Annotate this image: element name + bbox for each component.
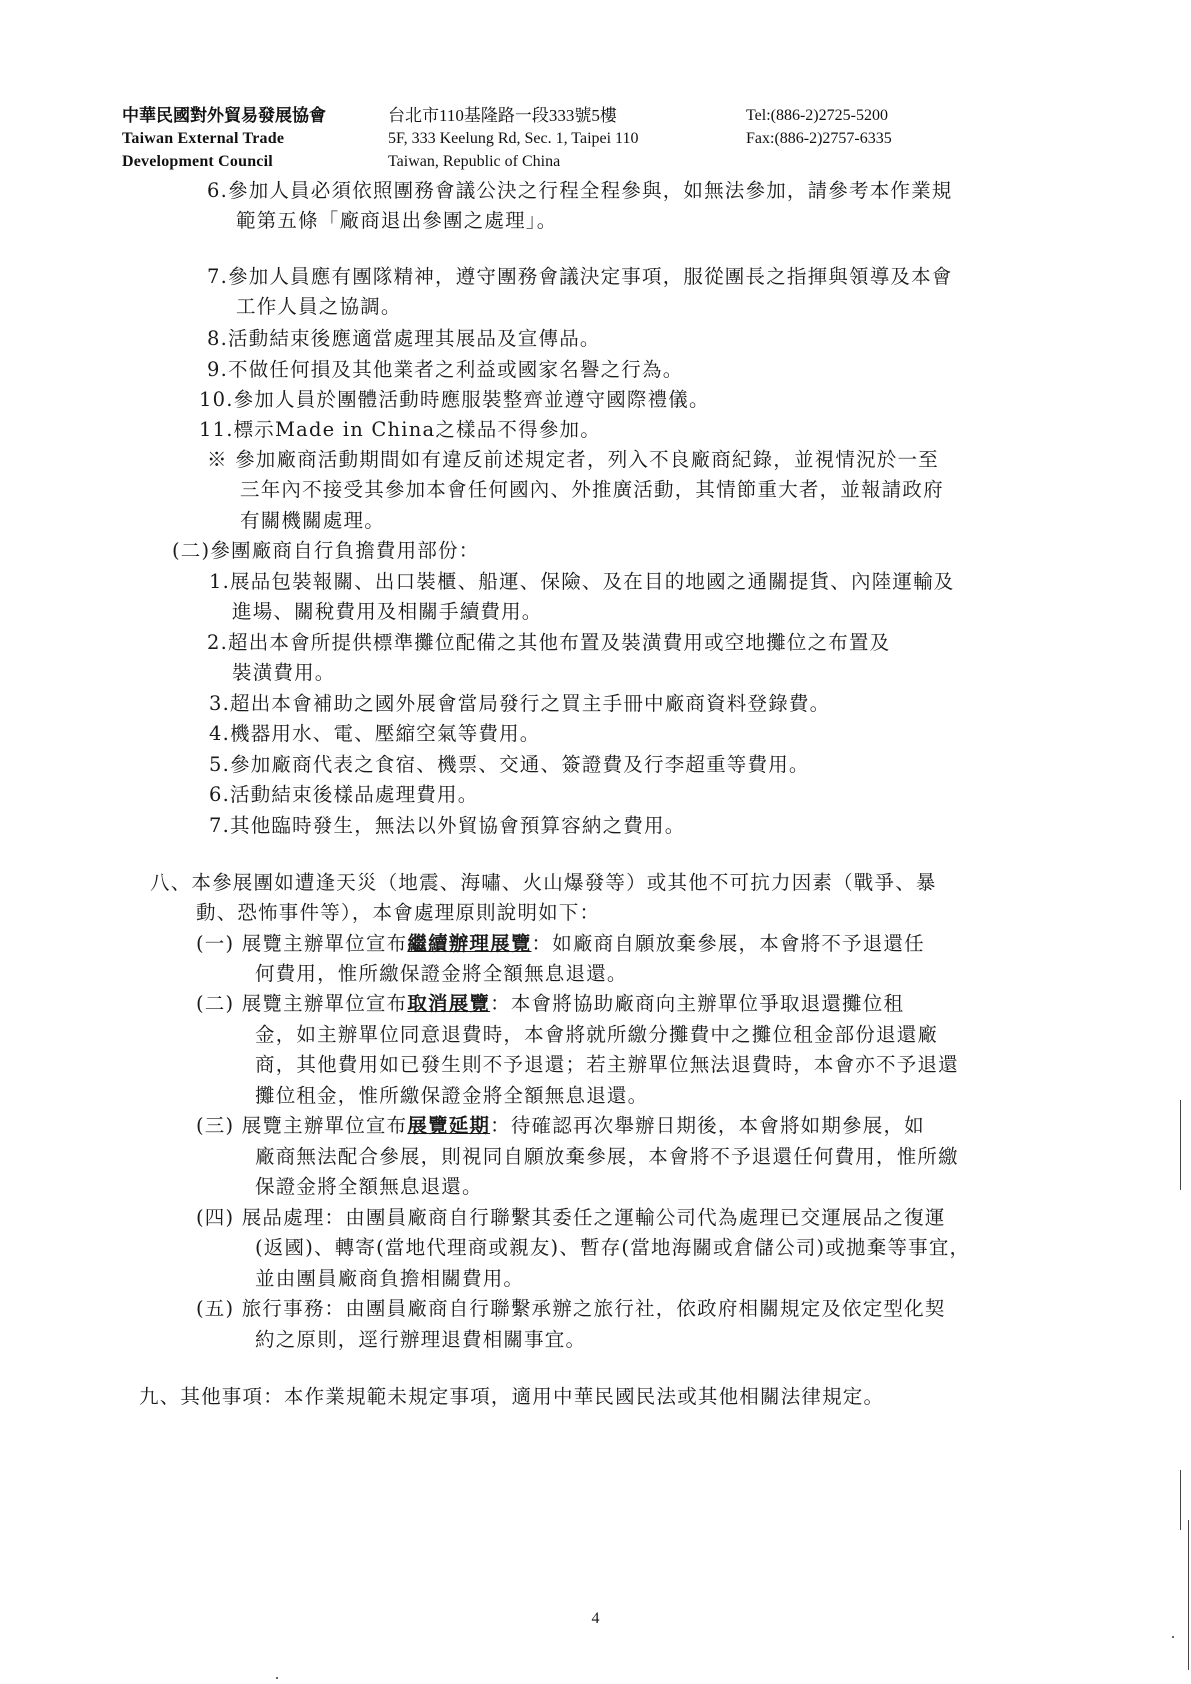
text-line (207, 324, 601, 354)
text-segment: (二) 展覽主辦單位宣布 (196, 992, 408, 1015)
header-address (388, 104, 638, 173)
text-line (255, 1172, 483, 1202)
text-segment: 11.標示Made in China之樣品不得參加。 (199, 418, 601, 441)
text-segment: 5.參加廠商代表之食宿、機票、交通、簽證費及行李超重等費用。 (209, 753, 810, 776)
text-segment: ：待確認再次舉辦日期後，本會將如期參展，如 (490, 1114, 925, 1137)
text-line (255, 959, 628, 989)
text-line (209, 811, 685, 841)
scan-edge-line (1180, 1470, 1181, 1530)
scan-edge-line (1188, 1520, 1189, 1670)
underlined-term: 繼續辦理展覽 (407, 932, 532, 955)
text-segment: 7.參加人員應有團隊精神，遵守團務會議決定事項，服從團長之指揮與領導及本會 (207, 265, 953, 288)
text-line (207, 445, 939, 475)
text-line (255, 1050, 959, 1080)
text-segment: 九、其他事項：本作業規範未規定事項，適用中華民國民法或其他相關法律規定。 (139, 1385, 885, 1408)
text-segment: 保證金將全額無息退還。 (255, 1175, 483, 1198)
text-segment: 4.機器用水、電、壓縮空氣等費用。 (209, 722, 541, 745)
text-line (240, 475, 944, 505)
text-segment: 9.不做任何損及其他業者之利益或國家名譽之行為。 (207, 358, 684, 381)
text-line (207, 355, 683, 385)
text-line (236, 206, 557, 236)
scan-speck (1172, 1636, 1174, 1638)
text-line (209, 567, 955, 597)
text-line (196, 929, 925, 959)
text-line (255, 1264, 524, 1294)
text-segment: 2.超出本會所提供標準攤位配備之其他布置及裝潢費用或空地攤位之布置及 (207, 631, 891, 654)
org-name-en-line1: Taiwan External Trade (122, 130, 285, 147)
text-line (196, 989, 904, 1019)
text-segment: 攤位租金，惟所繳保證金將全額無息退還。 (255, 1084, 649, 1107)
text-segment: (四) 展品處理：由團員廠商自行聯繫其委任之運輸公司代為處理已交運展品之復運 (196, 1206, 946, 1229)
org-name-zh: 中華民國對外貿易發展協會 (122, 106, 326, 125)
text-segment: 三年內不接受其參加本會任何國內、外推廣活動，其情節重大者，並報請政府 (240, 478, 944, 501)
address-zh: 台北市110基隆路一段333號5樓 (388, 106, 617, 125)
scan-edge-line (1180, 1100, 1181, 1190)
text-line (207, 262, 953, 292)
text-segment: 3.超出本會補助之國外展會當局發行之買主手冊中廠商資料登錄費。 (209, 692, 831, 715)
text-line (196, 1294, 946, 1324)
text-segment: 商，其他費用如已發生則不予退還；若主辦單位無法退費時，本會亦不予退還 (255, 1053, 959, 1076)
text-segment: (五) 旅行事務：由團員廠商自行聯繫承辦之旅行社，依政府相關規定及依定型化契 (196, 1297, 946, 1320)
text-line (255, 1325, 586, 1355)
text-segment: 金，如主辦單位同意退費時，本會將就所繳分攤費中之攤位租金部份退還廠 (255, 1023, 939, 1046)
text-line (196, 1111, 925, 1141)
text-segment: 八、本參展團如遭逢天災（地震、海嘯、火山爆發等）或其他不可抗力因素（戰爭、暴 (150, 871, 937, 894)
text-segment: 6.參加人員必須依照團務會議公決之行程全程參與，如無法參加，請參考本作業規 (207, 179, 953, 202)
org-name-en-line2: Development Council (122, 153, 273, 170)
header-organization (122, 104, 326, 173)
text-line (240, 506, 385, 536)
header-contact (746, 104, 892, 150)
text-line (207, 628, 890, 658)
text-segment: 1.展品包裝報關、出口裝櫃、船運、保險、及在目的地國之通關提貨、內陸運輸及 (209, 570, 955, 593)
text-line (209, 780, 478, 810)
address-en-line2: Taiwan, Republic of China (388, 153, 561, 170)
text-segment: (二)參團廠商自行負擔費用部份： (172, 539, 480, 562)
text-line (255, 1233, 970, 1263)
text-segment: 7.其他臨時發生，無法以外貿協會預算容納之費用。 (209, 814, 686, 837)
text-line (172, 536, 479, 566)
underlined-term: 展覽延期 (407, 1114, 491, 1137)
text-segment: 並由團員廠商負擔相關費用。 (255, 1267, 525, 1290)
text-segment: (一) 展覽主辦單位宣布 (196, 932, 408, 955)
text-line (139, 1382, 884, 1412)
text-line (199, 415, 601, 445)
scan-speck (276, 1677, 278, 1679)
text-line (255, 1142, 959, 1172)
address-en-line1: 5F, 333 Keelung Rd, Sec. 1, Taipei 110 (388, 130, 639, 147)
text-segment: 有關機關處理。 (240, 509, 385, 532)
text-segment: ※ 參加廠商活動期間如有違反前述規定者，列入不良廠商紀錄，並視情況於一至 (207, 448, 939, 471)
text-segment: 何費用，惟所繳保證金將全額無息退還。 (255, 962, 628, 985)
telephone: Tel:(886-2)2725-5200 (746, 107, 888, 124)
text-segment: 廠商無法配合參展，則視同自願放棄參展，本會將不予退還任何費用，惟所繳 (255, 1145, 959, 1168)
text-line (232, 597, 543, 627)
text-segment: 進場、關稅費用及相關手續費用。 (232, 600, 543, 623)
text-line (232, 658, 336, 688)
underlined-term: 取消展覽 (407, 992, 491, 1015)
text-segment: (三) 展覽主辦單位宣布 (196, 1114, 408, 1137)
text-line (207, 176, 953, 206)
text-line (209, 689, 830, 719)
text-line (199, 385, 710, 415)
text-line (255, 1020, 938, 1050)
text-segment: 裝潢費用。 (232, 661, 336, 684)
text-segment: 6.活動結束後樣品處理費用。 (209, 783, 479, 806)
text-segment: 動、恐怖事件等），本會處理原則說明如下： (196, 901, 601, 924)
text-segment: 工作人員之協調。 (236, 295, 402, 318)
text-line (196, 1203, 946, 1233)
text-line (150, 868, 937, 898)
text-segment: 8.活動結束後應適當處理其展品及宣傳品。 (207, 327, 601, 350)
text-line (236, 292, 402, 322)
text-line (255, 1081, 648, 1111)
fax: Fax:(886-2)2757-6335 (746, 130, 892, 147)
text-segment: 約之原則，逕行辦理退費相關事宜。 (255, 1328, 587, 1351)
page-number: 4 (591, 1610, 600, 1627)
text-line (209, 719, 541, 749)
text-line (209, 750, 810, 780)
text-segment: ：本會將協助廠商向主辦單位爭取退還攤位租 (490, 992, 905, 1015)
text-segment: (返國)、轉寄(當地代理商或親友)、暫存(當地海關或倉儲公司)或拋棄等事宜， (255, 1236, 971, 1259)
text-segment: 範第五條「廠商退出參團之處理」。 (236, 209, 558, 232)
text-line (196, 898, 600, 928)
text-segment: ：如廠商自願放棄參展，本會將不予退還任 (531, 932, 925, 955)
text-segment: 10.參加人員於團體活動時應服裝整齊並遵守國際禮儀。 (199, 388, 710, 411)
